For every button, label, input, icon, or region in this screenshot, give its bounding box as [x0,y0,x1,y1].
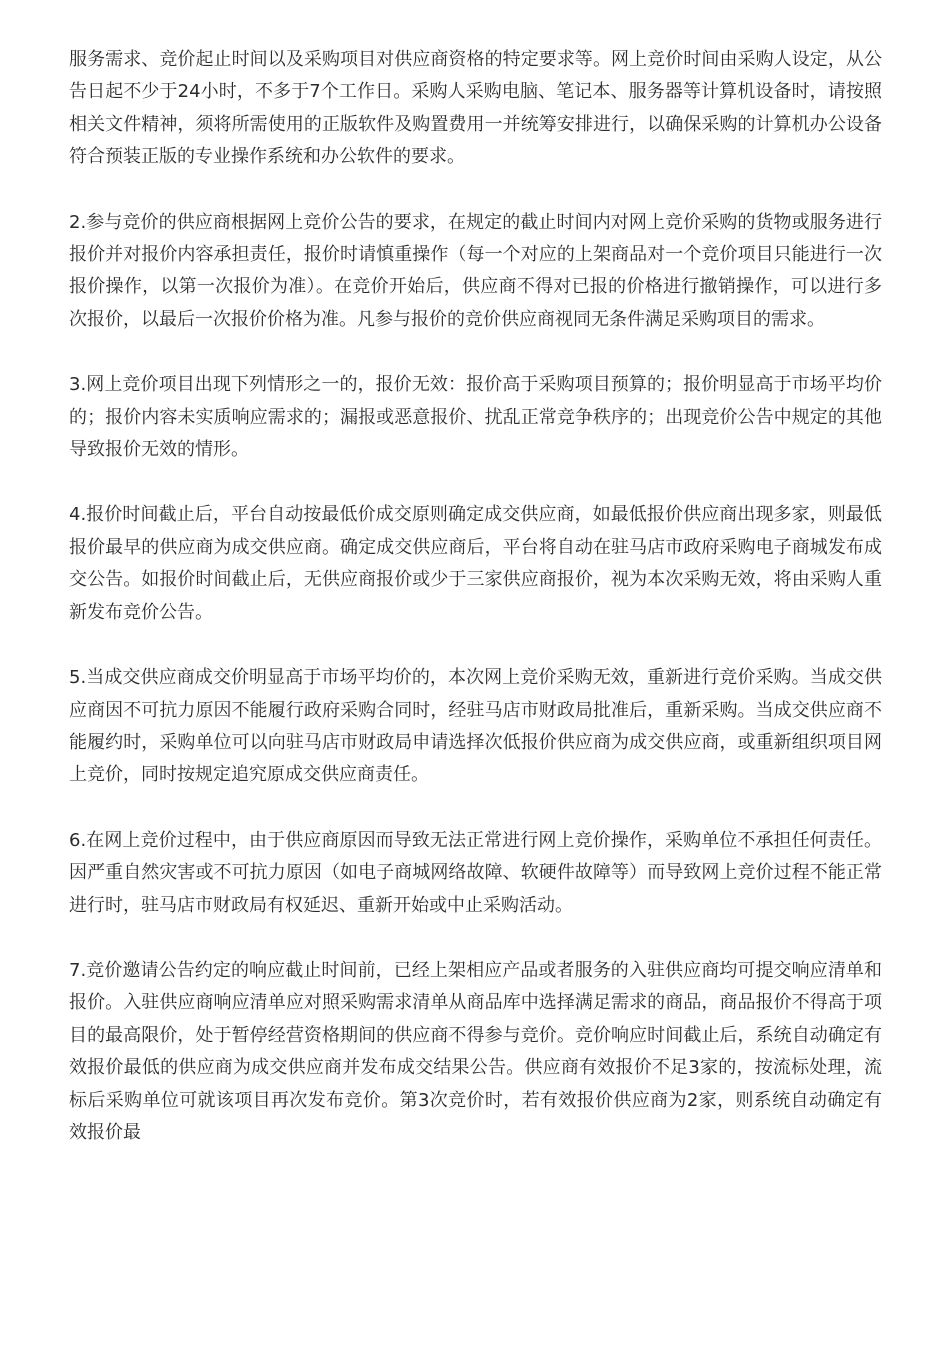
paragraph-clause-4: 4.报价时间截止后，平台自动按最低价成交原则确定成交供应商，如最低报价供应商出现多家，则最低报价最早的供应商为成交供应商。确定成交供应商后，平台将自动在驻马店市政府采购电子商城发布成交公告。如报价时间截止后，无供应商报价或少于三家供应商报价，视为本次采购无效，将由采购人重新发布竞价公告。 [69,504,882,623]
paragraph-clause-2: 2.参与竞价的供应商根据网上竞价公告的要求，在规定的截止时间内对网上竞价采购的货物或服务进行报价并对报价内容承担责任，报价时请慎重操作（每一个对应的上架商品对一个竞价项目只能进行一次报价操作，以第一次报价为准）。在竞价开始后，供应商不得对已报的价格进行撤销操作，可以进行多次报价，以最后一次报价价格为准。凡参与报价的竞价供应商视同无条件满足采购项目的需求。 [69,211,882,330]
paragraph-clause-6: 6.在网上竞价过程中，由于供应商原因而导致无法正常进行网上竞价操作，采购单位不承担任何责任。因严重自然灾害或不可抗力原因（如电子商城网络故障、软硬件故障等）而导致网上竞价过程不能正常进行时，驻马店市财政局有权延迟、重新开始或中止采购活动。 [69,829,882,916]
document-page [69,44,882,1149]
paragraph-intro: 服务需求、竞价起止时间以及采购项目对供应商资格的特定要求等。网上竞价时间由采购人设定，从公告日起不少于24小时，不多于7个工作日。采购人采购电脑、笔记本、服务器等计算机设备时，请按照相关文件精神，须将所需使用的正版软件及购置费用一并统筹安排进行，以确保采购的计算机办公设备符合预装正版的专业操作系统和办公软件的要求。 [69,49,882,168]
paragraph-clause-5: 5.当成交供应商成交价明显高于市场平均价的，本次网上竞价采购无效，重新进行竞价采购。当成交供应商因不可抗力原因不能履行政府采购合同时，经驻马店市财政局批准后，重新采购。当成交供应商不能履约时，采购单位可以向驻马店市财政局申请选择次低报价供应商为成交供应商，或重新组织项目网上竞价，同时按规定追究原成交供应商责任。 [69,667,882,786]
paragraph-clause-3: 3.网上竞价项目出现下列情形之一的，报价无效：报价高于采购项目预算的；报价明显高于市场平均价的；报价内容未实质响应需求的；漏报或恶意报价、扰乱正常竞争秩序的；出现竞价公告中规定的其他导致报价无效的情形。 [69,374,882,461]
paragraph-clause-7: 7.竞价邀请公告约定的响应截止时间前，已经上架相应产品或者服务的入驻供应商均可提交响应清单和报价。入驻供应商响应清单应对照采购需求清单从商品库中选择满足需求的商品，商品报价不得高于项目的最高限价，处于暂停经营资格期间的供应商不得参与竞价。竞价响应时间截止后，系统自动确定有效报价最低的供应商为成交供应商并发布成交结果公告。供应商有效报价不足3家的，按流标处理，流标后采购单位可就该项目再次发布竞价。第3次竞价时，若有效报价供应商为2家，则系统自动确定有效报价最 [69,959,882,1143]
